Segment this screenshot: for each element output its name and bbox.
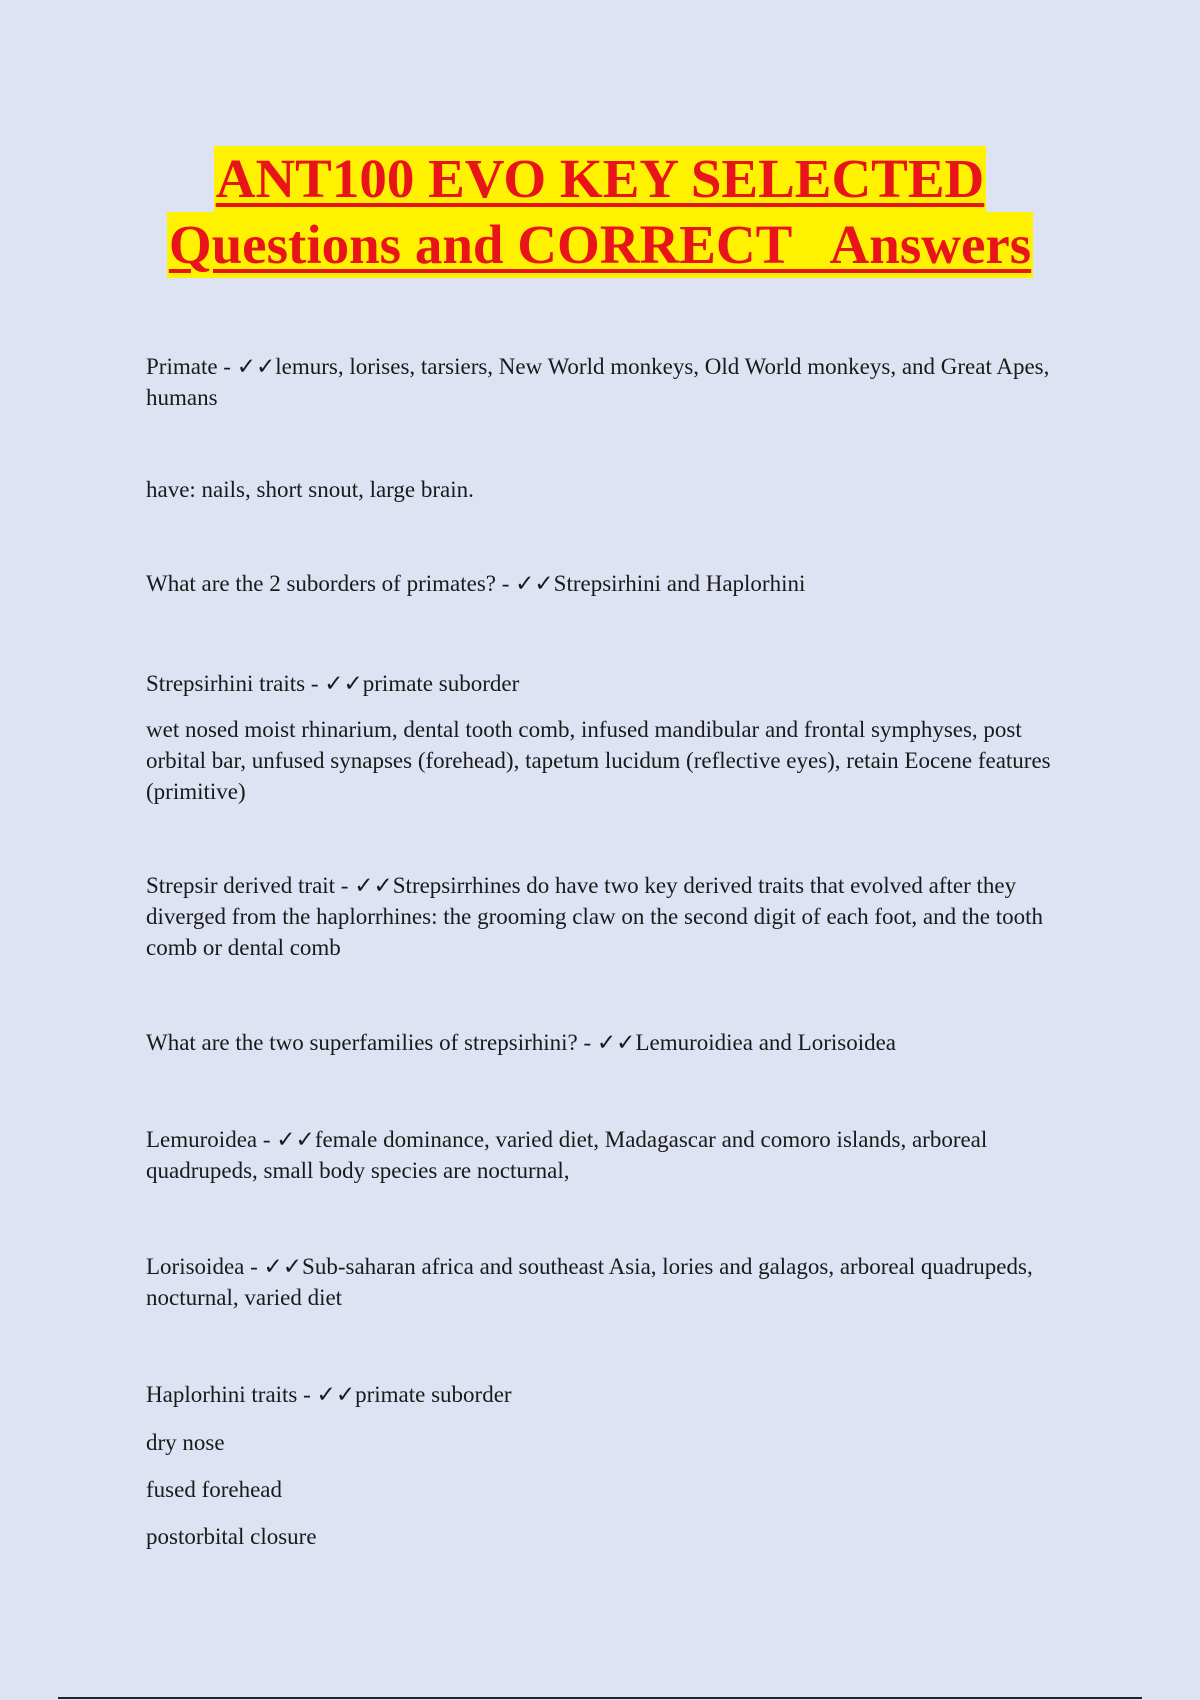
qa-entry-fused-forehead: fused forehead [146, 1477, 283, 1502]
qa-entry-superfamilies: What are the two superfamilies of strepsirhini? - ✓✓Lemuroidiea and Lorisoidea [146, 1030, 897, 1055]
qa-entry-lorisoidea: Lorisoidea - ✓✓Sub-saharan africa and southeast Asia, lories and galagos, arboreal quadrupeds, nocturnal, varied diet [146, 1254, 1033, 1310]
page-bottom-divider [58, 1697, 1142, 1699]
title-line-2: Questions and CORRECT Answers [167, 212, 1033, 278]
qa-entry-strepsirhini-details: wet nosed moist rhinarium, dental tooth comb, infused mandibular and frontal symphyses, post orbital bar, unfused synapses (forehead), tapetum lucidum (reflective eyes), retain Eocene features (primitive) [146, 717, 1051, 804]
qa-entry-primate: Primate - ✓✓lemurs, lorises, tarsiers, New World monkeys, Old World monkeys, and Great Apes, humans [146, 354, 1050, 410]
qa-entry-dry-nose: dry nose [146, 1430, 225, 1455]
qa-entry-primate-features: have: nails, short snout, large brain. [146, 477, 474, 502]
qa-entry-strepsir-derived: Strepsir derived trait - ✓✓Strepsirrhines do have two key derived traits that evolved after they diverged from the haplorrhines: the grooming claw on the second digit of each foot, and the tooth comb or dental comb [146, 873, 1043, 960]
document-title [0, 146, 1200, 278]
qa-entry-lemuroidea: Lemuroidea - ✓✓female dominance, varied diet, Madagascar and comoro islands, arboreal quadrupeds, small body species are nocturnal, [146, 1127, 988, 1183]
qa-entry-strepsirhini-traits: Strepsirhini traits - ✓✓primate suborder [146, 671, 520, 696]
qa-entry-postorbital-closure: postorbital closure [146, 1524, 317, 1549]
qa-entry-haplorhini-traits: Haplorhini traits - ✓✓primate suborder [146, 1382, 512, 1407]
qa-entry-suborders: What are the 2 suborders of primates? - ✓✓Strepsirhini and Haplorhini [146, 571, 806, 596]
title-line-1: ANT100 EVO KEY SELECTED [214, 146, 987, 212]
